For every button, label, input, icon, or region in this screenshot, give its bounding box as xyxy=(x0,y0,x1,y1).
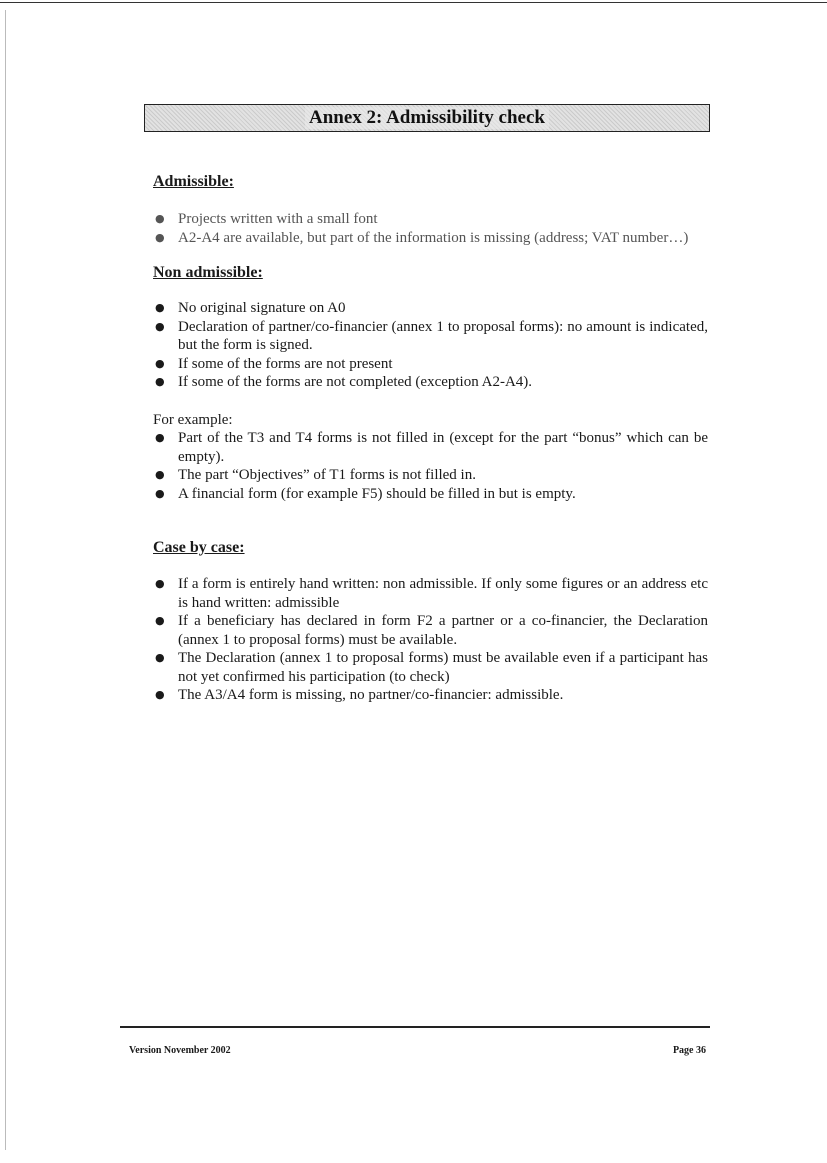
bullet-icon: ● xyxy=(155,319,165,333)
list-item: ● If a beneficiary has declared in form F2 a partner or a co-financier, the Declaration (annex 1 to proposal forms) must be available. xyxy=(155,613,708,648)
bullet-icon: ● xyxy=(155,577,165,590)
list-item: ● The A3/A4 form is missing, no partner/co-financier: admissible. xyxy=(155,687,564,703)
non-admissible-heading: Non admissible: xyxy=(153,264,263,281)
examples-list xyxy=(153,429,708,503)
admissible-heading: Admissible: xyxy=(153,173,234,190)
page-number: Page 36 xyxy=(672,1045,706,1056)
list-item: ● If some of the forms are not present xyxy=(155,355,393,372)
list-item: ● Part of the T3 and T4 forms is not filled in (except for the part “bonus” which can be empty). xyxy=(155,430,708,465)
list-item: ● If a form is entirely hand written: non admissible. If only some figures or an address etc is hand written: admissible xyxy=(155,576,708,611)
top-rule xyxy=(0,2,827,3)
admissible-list xyxy=(153,210,708,247)
bullet-icon: ● xyxy=(155,486,165,500)
scan-edge xyxy=(5,10,6,1150)
bullet-icon: ● xyxy=(155,614,165,627)
version-label: Version November 2002 xyxy=(129,1045,231,1056)
list-item: ● A financial form (for example F5) should be filled in but is empty. xyxy=(155,485,576,502)
bullet-icon: ● xyxy=(155,356,165,370)
bullet-icon: ● xyxy=(155,212,165,225)
page-title: Annex 2: Admissibility check xyxy=(305,107,549,129)
list-item: ● The part “Objectives” of T1 forms is not filled in. xyxy=(155,467,476,483)
list-item: ● If some of the forms are not completed (exception A2-A4). xyxy=(155,374,533,390)
list-item: ● No original signature on A0 xyxy=(155,300,346,316)
bullet-icon: ● xyxy=(155,375,165,388)
document-body xyxy=(153,172,708,705)
list-item: ● Projects written with a small font xyxy=(155,211,378,227)
bullet-icon: ● xyxy=(155,651,165,664)
bullet-icon: ● xyxy=(155,301,165,314)
list-item: ● A2-A4 are available, but part of the information is missing (address; VAT number…) xyxy=(155,229,689,246)
bullet-icon: ● xyxy=(155,431,165,444)
title-banner xyxy=(144,104,710,132)
non-admissible-list xyxy=(153,299,708,392)
list-item: ● Declaration of partner/co-financier (annex 1 to proposal forms): no amount is indicated, but the form is signed. xyxy=(155,318,708,353)
list-item: ● The Declaration (annex 1 to proposal forms) must be available even if a participant has not yet confirmed his participation (to check) xyxy=(155,650,708,685)
case-by-case-list xyxy=(153,575,708,705)
footer-rule xyxy=(120,1026,710,1028)
bullet-icon: ● xyxy=(155,468,165,481)
example-intro: For example: xyxy=(153,411,233,428)
bullet-icon: ● xyxy=(155,230,165,244)
bullet-icon: ● xyxy=(155,688,165,701)
case-by-case-heading: Case by case: xyxy=(153,539,245,556)
